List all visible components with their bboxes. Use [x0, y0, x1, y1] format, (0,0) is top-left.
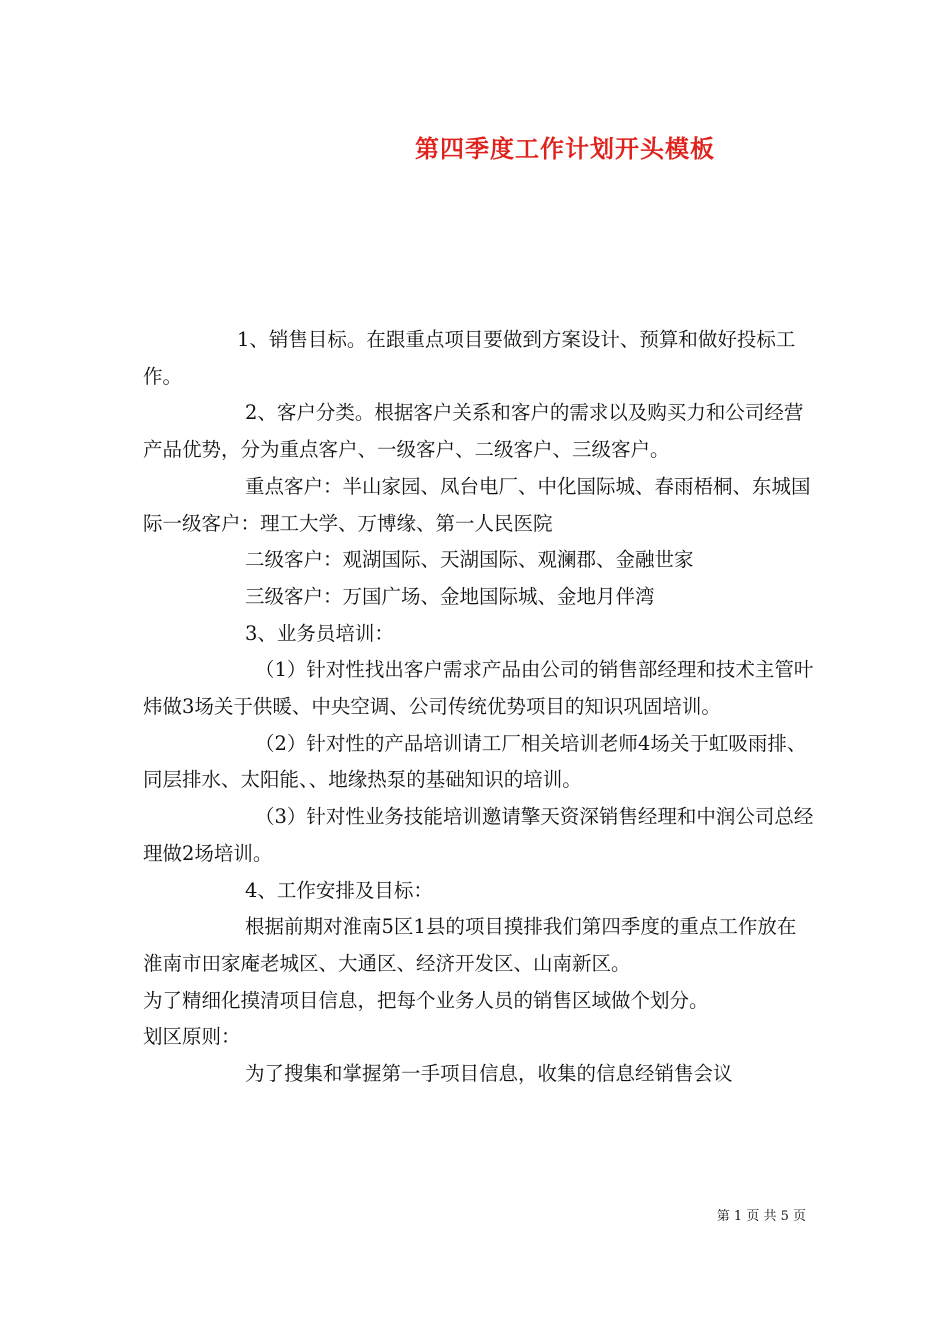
paragraph-staff-training: 3、业务员培训： [245, 621, 394, 645]
page-number-footer: 第 1 页 共 5 页 [716, 1209, 806, 1224]
document-body [143, 322, 815, 1093]
paragraph-info-collection: 为了搜集和掌握第一手项目信息，收集的信息经销售会议 [245, 1062, 733, 1086]
paragraph-training-1: （1）针对性找出客户需求产品由公司的销售部经理和技术主管叶炜做3场关于供暖、中央空调、公司传统优势项目的知识巩固培训。 [143, 658, 814, 719]
paragraph-level3-customers: 三级客户：万国广场、金地国际城、金地月伴湾 [245, 584, 655, 608]
document-title: 第四季度工作计划开头模板 [415, 134, 715, 163]
paragraph-work-focus: 根据前期对淮南5区1县的项目摸排我们第四季度的重点工作放在淮南市田家庵老城区、大通区、经济开发区、山南新区。 [143, 915, 797, 975]
paragraph-area-division: 为了精细化摸清项目信息，把每个业务人员的销售区域做个划分。 [143, 988, 709, 1012]
paragraph-customer-classification: 2、客户分类。根据客户关系和客户的需求以及购买力和公司经营产品优势，分为重点客户、一级客户、二级客户、三级客户。 [143, 401, 804, 462]
paragraph-training-3: （3）针对性业务技能培训邀请擎天资深销售经理和中润公司总经理做2场培训。 [143, 805, 814, 865]
paragraph-training-2: （2）针对性的产品培训请工厂相关培训老师4场关于虹吸雨排、同层排水、太阳能、、地缘热泵的基础知识的培训。 [143, 731, 807, 792]
paragraph-sales-target: 1、销售目标。在跟重点项目要做到方案设计、预算和做好投标工作。 [143, 328, 796, 388]
paragraph-key-customers: 重点客户：半山家园、凤台电厂、中化国际城、春雨梧桐、东城国际一级客户：理工大学、万博缘、第一人民医院 [143, 474, 811, 535]
paragraph-level2-customers: 二级客户：观湖国际、天湖国际、观澜郡、金融世家 [245, 548, 694, 572]
paragraph-division-principle: 划区原则： [143, 1025, 241, 1049]
paragraph-work-arrangement: 4、工作安排及目标： [245, 878, 433, 902]
